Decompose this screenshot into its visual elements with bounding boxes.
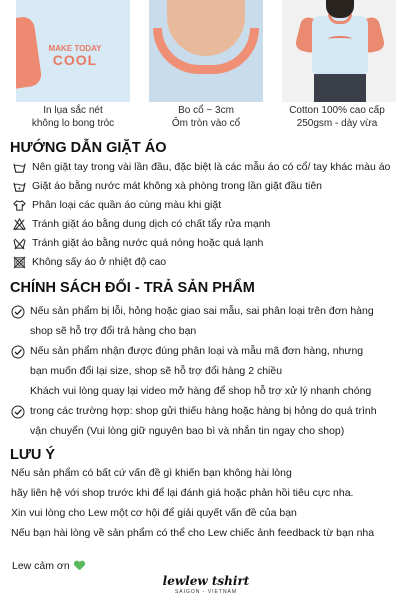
heart-icon	[74, 561, 85, 571]
policy-text: bạn muốn đổi lại size, shop sẽ hỗ trợ đổi hàng 2 chiều	[30, 365, 283, 377]
note-text: Xin vui lòng cho Lew một cơ hội để giải quyết vấn đề của bạn	[11, 507, 297, 519]
check-circle-icon	[11, 345, 25, 359]
no-hot-water-icon	[12, 236, 26, 250]
photo-model[interactable]	[282, 0, 396, 102]
caption-material: Cotton 100% cao cấp 250gsm - dày vừa	[289, 105, 385, 129]
caption-collar: Bo cổ ~ 3cm Ôm tròn vào cổ	[171, 105, 241, 129]
care-item: Tránh giặt áo bằng dung dịch có chất tẩy rửa mạnh	[12, 217, 270, 231]
caption-print: In lụa sắc nét không lo bong tróc	[31, 105, 115, 129]
policy-text: Nếu sản phẩm nhận được đúng phân loại và mẫu mã đơn hàng, nhưng	[30, 345, 364, 357]
wash-tub-icon	[12, 160, 26, 174]
no-bleach-icon	[12, 217, 26, 231]
care-item: Nên giặt tay trong vài lần đầu, đặc biệt là các mẫu áo có cổ/ tay khác màu áo	[12, 160, 390, 174]
care-item: Không sấy áo ở nhiệt độ cao	[12, 255, 166, 269]
photo-collar-closeup[interactable]	[149, 0, 263, 102]
policy-text: Khách vui lòng quay lại video mở hàng để shop hỗ trợ xử lý nhanh chóng	[30, 385, 372, 397]
note-title: LƯU Ý	[10, 447, 56, 463]
policy-text: trong các trường hợp: shop gửi thiếu hàng hoặc hàng bị hỏng do quá trình	[30, 405, 377, 417]
note-text: Nếu bạn hài lòng về sản phẩm có thể cho Lew chiếc ảnh feedback từ bạn nha	[11, 527, 375, 539]
no-tumble-dry-icon	[12, 255, 26, 269]
policy-title: CHÍNH SÁCH ĐỔI - TRẢ SẢN PHẨM	[10, 280, 255, 296]
product-photos	[0, 0, 410, 102]
note-text: hãy liên hệ với shop trước khi để lại đánh giá hoặc phản hồi tiêu cực nha.	[11, 487, 354, 499]
care-item: Giặt áo bằng nước mát không xà phòng trong lần giặt đầu tiên	[12, 179, 322, 193]
photo-print-closeup[interactable]	[16, 0, 130, 102]
sort-shirt-icon	[12, 198, 26, 212]
care-item: Phân loại các quần áo cùng màu khi giặt	[12, 198, 221, 212]
policy-text: vận chuyển (Vui lòng giữ nguyên bao bì và nhắn tin ngay cho shop)	[30, 425, 345, 437]
wash-cold-icon	[12, 179, 26, 193]
shirt-print: MAKE TODAY COOL	[48, 44, 102, 68]
care-title: HƯỚNG DẪN GIẶT ÁO	[10, 140, 167, 156]
brand-logo: lewlew tshirt SAIGON - VIETNAM	[162, 574, 250, 595]
policy-text: shop sẽ hỗ trợ đổi trả hàng cho bạn	[30, 325, 197, 337]
check-circle-icon	[11, 405, 25, 419]
note-text: Nếu sản phẩm có bất cứ vấn đề gì khiến bạn không hài lòng	[11, 467, 292, 479]
policy-text: Nếu sản phẩm bị lỗi, hỏng hoặc giao sai mẫu, sai phân loại trên đơn hàng	[30, 305, 374, 317]
thanks-message: Lew cảm ơn	[12, 560, 85, 572]
care-item: Tránh giặt áo bằng nước quá nóng hoặc quá lạnh	[12, 236, 263, 250]
check-circle-icon	[11, 305, 25, 319]
